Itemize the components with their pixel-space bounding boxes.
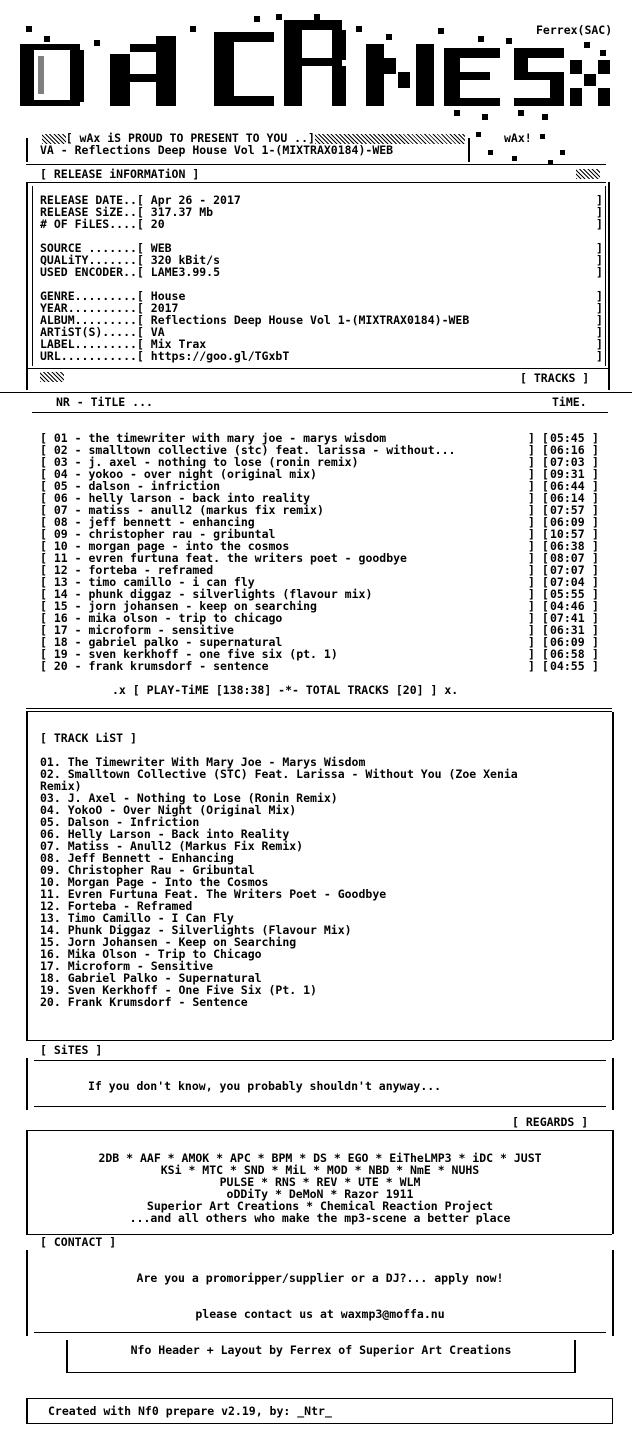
tracklist-line: 01. The Timewriter With Mary Joe - Marys Wisdom bbox=[40, 755, 366, 769]
track-nr: 19 bbox=[53, 647, 68, 661]
regards-line: KSi * MTC * SND * MiL * MOD * NBD * NmE * NUHS bbox=[160, 1163, 480, 1177]
track-time: 06:58 bbox=[550, 647, 585, 661]
track-time-close: ] bbox=[592, 551, 599, 565]
release-info-key: SOURCE .......[ bbox=[40, 241, 151, 255]
track-title: jeff bennett - enhancing bbox=[88, 515, 255, 529]
row-end-bracket: ] bbox=[596, 349, 603, 363]
track-row bbox=[40, 660, 610, 672]
track-title: christopher rau - gribuntal bbox=[88, 527, 276, 541]
track-sep: - bbox=[67, 587, 89, 601]
track-title: helly larson - back into reality bbox=[88, 491, 311, 505]
track-time-close: ] bbox=[592, 659, 599, 673]
release-info-key: LABEL.........[ bbox=[40, 337, 151, 351]
track-nr: 02 bbox=[53, 443, 68, 457]
track-nr: 07 bbox=[53, 503, 68, 517]
track-row-open: [ bbox=[40, 479, 54, 493]
row-end-bracket: ] bbox=[596, 313, 603, 327]
track-row-close: ] [ bbox=[528, 563, 549, 577]
col-header-time: TiME. bbox=[552, 395, 587, 409]
track-row-close: ] [ bbox=[528, 491, 549, 505]
track-nr: 16 bbox=[53, 611, 68, 625]
track-time: 09:31 bbox=[550, 467, 585, 481]
release-info-value: House bbox=[150, 289, 186, 303]
contact-line-1: Are you a promoripper/supplier or a DJ?... apply now! bbox=[136, 1271, 504, 1285]
track-row-close: ] [ bbox=[528, 587, 549, 601]
track-time-close: ] bbox=[592, 587, 599, 601]
tracklist-line: 13. Timo Camillo - I Can Fly bbox=[40, 911, 234, 925]
track-sep: - bbox=[67, 575, 89, 589]
track-time-close: ] bbox=[592, 455, 599, 469]
regards-line: oDDiTy * DeMoN * Razor 1911 bbox=[226, 1187, 414, 1201]
tracks-summary: .x [ PLAY-TiME [138:38] -*- TOTAL TRACKS [20] ] x. bbox=[112, 683, 459, 697]
track-time: 06:09 bbox=[550, 635, 585, 649]
release-info-rows bbox=[40, 194, 610, 362]
release-info-value: Mix Trax bbox=[150, 337, 207, 351]
release-info-key: # OF FiLES....[ bbox=[40, 217, 151, 231]
track-row-open: [ bbox=[40, 539, 54, 553]
contact-label: [ CONTACT ] bbox=[40, 1235, 117, 1249]
track-time: 10:57 bbox=[550, 527, 585, 541]
track-title: the timewriter with mary joe - marys wisdom bbox=[88, 431, 387, 445]
release-info-key: RELEASE SiZE..[ bbox=[40, 205, 151, 219]
contact-line-2: please contact us at waxmp3@moffa.nu bbox=[195, 1307, 445, 1321]
track-row-open: [ bbox=[40, 575, 54, 589]
tracklist-line: 03. J. Axel - Nothing to Lose (Ronin Remix) bbox=[40, 791, 338, 805]
track-row-open: [ bbox=[40, 467, 54, 481]
track-row-open: [ bbox=[40, 431, 54, 445]
tracklist-line: 05. Dalson - Infriction bbox=[40, 815, 200, 829]
hatch-decoration bbox=[40, 372, 64, 382]
footer-box bbox=[26, 1398, 613, 1424]
track-row-open: [ bbox=[40, 491, 54, 505]
regards-line: Superior Art Creations * Chemical Reaction Project bbox=[146, 1199, 494, 1213]
track-row-close: ] [ bbox=[528, 611, 549, 625]
track-time: 08:07 bbox=[550, 551, 585, 565]
footer-text: Created with Nf0 prepare v2.19, by: _Ntr_ bbox=[48, 1404, 332, 1418]
tracklist-line: 17. Microform - Sensitive bbox=[40, 959, 214, 973]
track-time-close: ] bbox=[592, 479, 599, 493]
track-row-close: ] [ bbox=[528, 455, 549, 469]
track-nr: 13 bbox=[53, 575, 68, 589]
release-info-value: LAME3.99.5 bbox=[150, 265, 221, 279]
track-time-close: ] bbox=[592, 635, 599, 649]
row-end-bracket: ] bbox=[596, 205, 603, 219]
track-row-open: [ bbox=[40, 527, 54, 541]
track-nr: 20 bbox=[53, 659, 68, 673]
track-row-open: [ bbox=[40, 443, 54, 457]
release-info-key: ALBUM.........[ bbox=[40, 313, 151, 327]
tracklist-line: 07. Matiss - Anull2 (Markus Fix Remix) bbox=[40, 839, 304, 853]
track-sep: - bbox=[67, 647, 89, 661]
track-row-close: ] [ bbox=[528, 647, 549, 661]
track-title: yokoo - over night (original mix) bbox=[88, 467, 317, 481]
track-nr: 17 bbox=[53, 623, 68, 637]
logo-art bbox=[14, 14, 614, 120]
track-time-close: ] bbox=[592, 431, 599, 445]
track-row-open: [ bbox=[40, 503, 54, 517]
track-nr: 15 bbox=[53, 599, 68, 613]
track-row-open: [ bbox=[40, 563, 54, 577]
release-info-value: 317.37 Mb bbox=[150, 205, 214, 219]
track-row-close: ] [ bbox=[528, 443, 549, 457]
author-tag: Ferrex(SAC) bbox=[536, 23, 613, 37]
track-row-open: [ bbox=[40, 659, 54, 673]
track-sep: - bbox=[67, 479, 89, 493]
row-end-bracket: ] bbox=[596, 325, 603, 339]
release-info-value: 20 bbox=[150, 217, 165, 231]
track-sep: - bbox=[67, 467, 89, 481]
track-row-close: ] [ bbox=[528, 635, 549, 649]
present-text: [ wAx iS PROUD TO PRESENT TO YOU ..] bbox=[65, 131, 315, 145]
track-row-close: ] [ bbox=[528, 515, 549, 529]
track-sep: - bbox=[67, 443, 89, 457]
release-info-key: QUALiTY.......[ bbox=[40, 253, 151, 267]
track-row-open: [ bbox=[40, 611, 54, 625]
row-end-bracket: ] bbox=[596, 265, 603, 279]
track-time-close: ] bbox=[592, 515, 599, 529]
track-nr: 08 bbox=[53, 515, 68, 529]
hatch-decoration bbox=[576, 169, 600, 179]
track-row-close: ] [ bbox=[528, 623, 549, 637]
contact-frame bbox=[26, 1250, 614, 1336]
regards-line: ...and all others who make the mp3-scene a better place bbox=[129, 1211, 511, 1225]
track-time: 06:44 bbox=[550, 479, 585, 493]
track-row-close: ] [ bbox=[528, 599, 549, 613]
track-time-close: ] bbox=[592, 563, 599, 577]
track-time: 06:14 bbox=[550, 491, 585, 505]
track-sep: - bbox=[67, 659, 89, 673]
track-title: jorn johansen - keep on searching bbox=[88, 599, 317, 613]
track-row-close: ] [ bbox=[528, 527, 549, 541]
row-end-bracket: ] bbox=[596, 253, 603, 267]
tracks-label: [ TRACKS ] bbox=[520, 371, 590, 385]
track-time: 06:38 bbox=[550, 539, 585, 553]
tracklist-line: 18. Gabriel Palko - Supernatural bbox=[40, 971, 262, 985]
track-time: 07:07 bbox=[550, 563, 585, 577]
regards-line: PULSE * RNS * REV * UTE * WLM bbox=[219, 1175, 421, 1189]
track-title: gabriel palko - supernatural bbox=[88, 635, 283, 649]
release-title: VA - Reflections Deep House Vol 1-(MIXTRAX0184)-WEB bbox=[40, 143, 394, 157]
tracklist-line: 11. Evren Furtuna Feat. The Writers Poet - Goodbye bbox=[40, 887, 387, 901]
track-time-close: ] bbox=[592, 611, 599, 625]
release-info-key: GENRE.........[ bbox=[40, 289, 151, 303]
track-time: 07:04 bbox=[550, 575, 585, 589]
release-info-key: USED ENCODER..[ bbox=[40, 265, 151, 279]
row-end-bracket: ] bbox=[596, 301, 603, 315]
track-time: 07:57 bbox=[550, 503, 585, 517]
track-time-close: ] bbox=[592, 503, 599, 517]
track-sep: - bbox=[67, 515, 89, 529]
track-row-open: [ bbox=[40, 647, 54, 661]
track-row-close: ] [ bbox=[528, 479, 549, 493]
track-row-open: [ bbox=[40, 635, 54, 649]
row-end-bracket: ] bbox=[596, 337, 603, 351]
track-title: mika olson - trip to chicago bbox=[88, 611, 283, 625]
regards-frame bbox=[26, 1130, 614, 1234]
track-time: 07:03 bbox=[550, 455, 585, 469]
track-nr: 12 bbox=[53, 563, 68, 577]
track-time-close: ] bbox=[592, 539, 599, 553]
track-time: 05:55 bbox=[550, 587, 585, 601]
track-sep: - bbox=[67, 431, 89, 445]
track-title: timo camillo - i can fly bbox=[88, 575, 255, 589]
tracklist-line: 08. Jeff Bennett - Enhancing bbox=[40, 851, 234, 865]
release-info-value: WEB bbox=[150, 241, 172, 255]
track-time-close: ] bbox=[592, 491, 599, 505]
tracklist-line: 04. YokoO - Over Night (Original Mix) bbox=[40, 803, 297, 817]
release-info-key: RELEASE DATE..[ bbox=[40, 193, 151, 207]
release-info-key: YEAR..........[ bbox=[40, 301, 151, 315]
wax-tag: wAx! bbox=[504, 131, 532, 145]
track-title: morgan page - into the cosmos bbox=[88, 539, 290, 553]
track-sep: - bbox=[67, 635, 89, 649]
release-info-value: https://goo.gl/TGxbT bbox=[150, 349, 290, 363]
track-sep: - bbox=[67, 623, 89, 637]
release-info-row bbox=[40, 350, 610, 362]
tracklist-line: 10. Morgan Page - Into the Cosmos bbox=[40, 875, 269, 889]
tracklist-lines bbox=[40, 756, 610, 1008]
track-title: matiss - anull2 (markus fix remix) bbox=[88, 503, 324, 517]
track-sep: - bbox=[67, 539, 89, 553]
track-nr: 18 bbox=[53, 635, 68, 649]
track-nr: 03 bbox=[53, 455, 68, 469]
track-time: 06:16 bbox=[550, 443, 585, 457]
release-info-row bbox=[40, 266, 610, 278]
track-time-close: ] bbox=[592, 467, 599, 481]
tracklist-line: Remix) bbox=[40, 779, 82, 793]
track-title: smalltown collective (stc) feat. larissa - without... bbox=[88, 443, 456, 457]
title-box bbox=[26, 138, 470, 162]
track-nr: 14 bbox=[53, 587, 68, 601]
track-time-close: ] bbox=[592, 575, 599, 589]
release-info-key: URL...........[ bbox=[40, 349, 151, 363]
track-sep: - bbox=[67, 527, 89, 541]
tracklist-line: 02. Smalltown Collective (STC) Feat. Larissa - Without You (Zoe Xenia bbox=[40, 767, 518, 781]
track-row-open: [ bbox=[40, 551, 54, 565]
track-time-close: ] bbox=[592, 599, 599, 613]
track-time: 06:09 bbox=[550, 515, 585, 529]
track-sep: - bbox=[67, 563, 89, 577]
track-row-open: [ bbox=[40, 623, 54, 637]
track-time-close: ] bbox=[592, 443, 599, 457]
sites-text: If you don't know, you probably shouldn't anyway... bbox=[88, 1079, 442, 1093]
track-nr: 05 bbox=[53, 479, 68, 493]
track-row-close: ] [ bbox=[528, 503, 549, 517]
track-sep: - bbox=[67, 551, 89, 565]
track-time: 05:45 bbox=[550, 431, 585, 445]
track-sep: - bbox=[67, 599, 89, 613]
release-info-value: Apr 26 - 2017 bbox=[150, 193, 241, 207]
row-end-bracket: ] bbox=[596, 217, 603, 231]
track-sep: - bbox=[67, 611, 89, 625]
track-nr: 01 bbox=[53, 431, 68, 445]
track-row-close: ] [ bbox=[528, 431, 549, 445]
release-info-value: 2017 bbox=[150, 301, 179, 315]
tracklist-line: 16. Mika Olson - Trip to Chicago bbox=[40, 947, 262, 961]
track-sep: - bbox=[67, 455, 89, 469]
track-title: dalson - infriction bbox=[88, 479, 221, 493]
tracklist-line: 14. Phunk Diggaz - Silverlights (Flavour Mix) bbox=[40, 923, 352, 937]
track-nr: 06 bbox=[53, 491, 68, 505]
release-info-value: Reflections Deep House Vol 1-(MIXTRAX0184)-WEB bbox=[150, 313, 470, 327]
track-title: phunk diggaz - silverlights (flavour mix) bbox=[88, 587, 373, 601]
track-sep: - bbox=[67, 503, 89, 517]
track-title: forteba - reframed bbox=[88, 563, 214, 577]
credit-box bbox=[66, 1340, 576, 1373]
track-row-open: [ bbox=[40, 515, 54, 529]
track-row-close: ] [ bbox=[528, 551, 549, 565]
regards-line: 2DB * AAF * AMOK * APC * BPM * DS * EGO * EiTheLMP3 * iDC * JUST bbox=[98, 1151, 542, 1165]
track-row-close: ] [ bbox=[528, 467, 549, 481]
track-time: 04:46 bbox=[550, 599, 585, 613]
col-header-nr-title: NR - TiTLE ... bbox=[56, 395, 153, 409]
tracklist-label: [ TRACK LiST ] bbox=[40, 731, 137, 745]
sites-frame bbox=[26, 1058, 614, 1110]
track-title: evren furtuna feat. the writers poet - goodbye bbox=[88, 551, 407, 565]
sites-label: [ SiTES ] bbox=[40, 1043, 103, 1057]
track-row-open: [ bbox=[40, 599, 54, 613]
release-info-value: VA bbox=[150, 325, 165, 339]
track-time: 04:55 bbox=[550, 659, 585, 673]
track-row-close: ] [ bbox=[528, 575, 549, 589]
tracklist-line: 19. Sven Kerkhoff - One Five Six (Pt. 1) bbox=[40, 983, 317, 997]
release-info-row bbox=[40, 218, 610, 230]
tracklist-line: 20. Frank Krumsdorf - Sentence bbox=[40, 995, 248, 1009]
row-end-bracket: ] bbox=[596, 289, 603, 303]
row-end-bracket: ] bbox=[596, 241, 603, 255]
track-nr: 10 bbox=[53, 539, 68, 553]
tracklist-line: 15. Jorn Johansen - Keep on Searching bbox=[40, 935, 297, 949]
track-time: 06:31 bbox=[550, 623, 585, 637]
track-sep: - bbox=[67, 491, 89, 505]
tracklist-frame bbox=[26, 712, 614, 1040]
track-title: frank krumsdorf - sentence bbox=[88, 659, 269, 673]
release-info-frame bbox=[26, 182, 610, 390]
row-end-bracket: ] bbox=[596, 193, 603, 207]
release-info-label: [ RELEASE iNFORMATiON ] bbox=[40, 167, 200, 181]
track-title: microform - sensitive bbox=[88, 623, 234, 637]
credit-text: Nfo Header + Layout by Ferrex of Superior Art Creations bbox=[130, 1343, 512, 1357]
track-time-close: ] bbox=[592, 647, 599, 661]
regards-label: [ REGARDS ] bbox=[512, 1115, 589, 1129]
track-time: 07:41 bbox=[550, 611, 585, 625]
regards-lines bbox=[28, 1152, 612, 1224]
tracklist-line: 09. Christopher Rau - Gribuntal bbox=[40, 863, 255, 877]
release-info-key: ARTiST(S).....[ bbox=[40, 325, 151, 339]
track-title: j. axel - nothing to lose (ronin remix) bbox=[88, 455, 359, 469]
track-row-open: [ bbox=[40, 455, 54, 469]
wax-logo bbox=[14, 14, 614, 120]
track-row-open: [ bbox=[40, 587, 54, 601]
track-time-close: ] bbox=[592, 623, 599, 637]
tracklist-line: 12. Forteba - Reframed bbox=[40, 899, 193, 913]
track-time-close: ] bbox=[592, 527, 599, 541]
track-nr: 11 bbox=[53, 551, 68, 565]
track-row-close: ] [ bbox=[528, 659, 549, 673]
track-title: sven kerkhoff - one five six (pt. 1) bbox=[88, 647, 338, 661]
tracklist-line: 06. Helly Larson - Back into Reality bbox=[40, 827, 290, 841]
track-table bbox=[40, 432, 610, 672]
release-info-value: 320 kBit/s bbox=[150, 253, 221, 267]
track-row-close: ] [ bbox=[528, 539, 549, 553]
track-nr: 09 bbox=[53, 527, 68, 541]
track-nr: 04 bbox=[53, 467, 68, 481]
